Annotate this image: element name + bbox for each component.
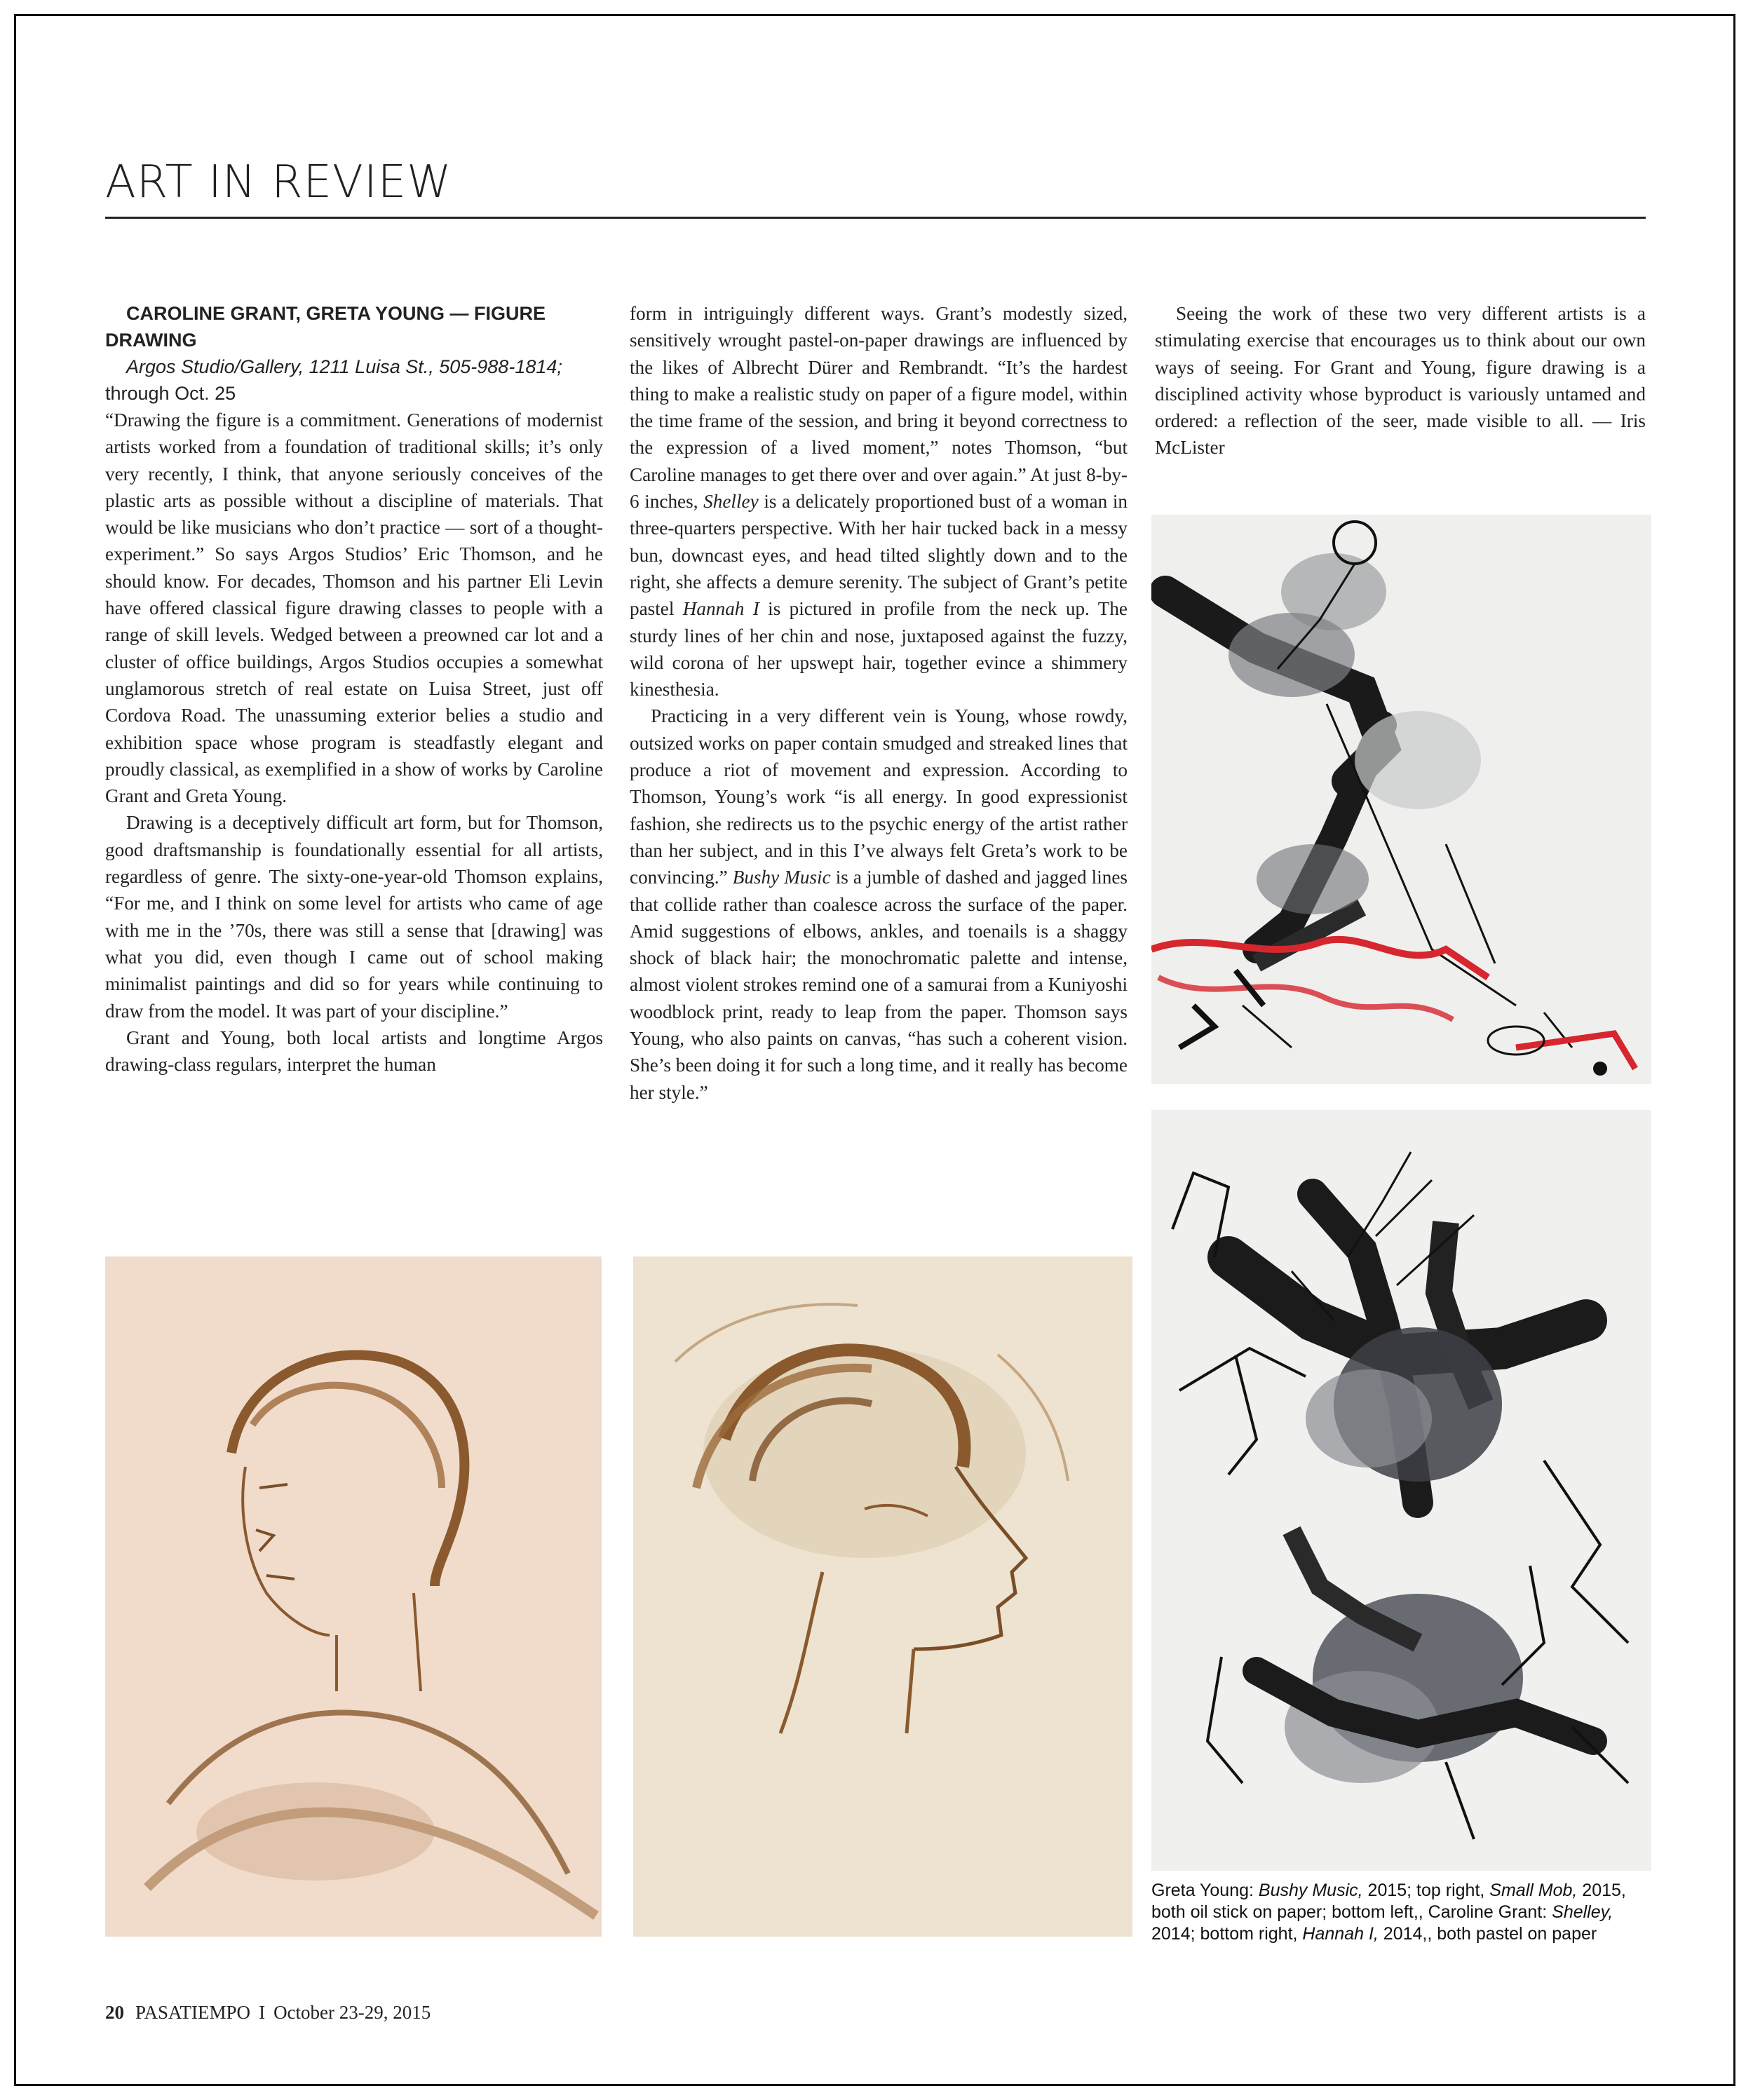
artwork-title: Bushy Music [732,867,831,888]
text-run: is pictured in profile from the neck up. The sturdy lines of her chin and nose, juxtaposed against the fuzzy, wild corona of her upswept hair, together evince a shimmery kinesthesia. [630,598,1128,700]
text-run: form in intriguingly different ways. Grant’s modestly sized, sensitively wrought pastel-on-paper drawings are influenced by the likes of Albrecht Dürer and Rembrandt. “It’s the hardest thing to make a realistic study on paper of a figure model, within the time frame of the session, and bring it beyond correctness to the expression of a lived moment,” notes Thomson, “but Caroline manages to get there over and over again.” At just 8-by-6 inches, [630,303,1128,513]
caption-title: Small Mob, [1489,1881,1578,1900]
text-run: is a delicately proportioned bust of a woman in three-quarters perspective. With her hair tucked back in a messy bun, downcast eyes, and head tilted slightly down and to the right, she affects a demure serenity. The subject of Grant’s petite pastel [630,491,1128,620]
caption-title: Shelley, [1552,1902,1613,1922]
caption-text: 2015, both oil stick on paper; bottom left,, Caroline Grant: [1151,1881,1626,1922]
artwork-shelley [105,1256,602,1937]
article-paragraph: Seeing the work of these two very different artists is a stimulating exercise that encourages us to think about our own ways of seeing. For Grant and Young, figure drawing is a disciplined activity whose byproduct is variously untamed and ordered: a reflection of the seer, made visible to all. — Iris McLister [1155,303,1646,459]
page-number: 20 [105,2002,124,2023]
caption-text: 2015; top right, [1367,1881,1485,1900]
article-column-3 [1155,300,1646,461]
article-column-2 [630,300,1128,1106]
article-headline: CAROLINE GRANT, GRETA YOUNG — FIGURE DRAWING [105,303,546,351]
page-footer [105,2002,431,2024]
venue-dates: through Oct. 25 [105,383,236,404]
article-venue [105,353,603,407]
venue-address: Argos Studio/Gallery, 1211 Luisa St., 505-988-1814; [126,356,562,377]
artwork-small-mob [1151,515,1651,1084]
section-title: ART IN REVIEW [105,156,452,208]
artwork-bushy-music [1151,1110,1651,1871]
article-paragraph: Drawing is a deceptively difficult art form, but for Thomson, good draftsmanship is foundationally essential for all artists, regardless of genre. The sixty-one-year-old Thomson explains, “For me, and I think on some level for artists who came of age with me in the ’70s, there was still a sense that [drawing] was what you did, even though I came out of school making minimalist paintings and did so for years while continuing to draw from the model. It was part of your discipline.” [105,812,603,1022]
issue-date: October 23-29, 2015 [273,2002,431,2023]
caption-title: Hannah I, [1302,1924,1379,1944]
article-paragraph [630,703,1128,1105]
caption-text: Greta Young: [1151,1881,1254,1900]
article-column-1 [105,300,603,1078]
artwork-hannah-i [633,1256,1132,1937]
footer-separator: I [259,2002,266,2023]
caption-text: 2014,, both pastel on paper [1383,1924,1597,1944]
title-rule [105,217,1646,219]
article-paragraph: “Drawing the figure is a commitment. Generations of modernist artists worked from a foundation of traditional skills; it’s only very recently, I think, that anyone seriously conceives of the plastic arts as possible without a discipline of materials. That would be like musicians who don’t practice — sort of a thought-experiment.” So says Argos Studios’ Eric Thomson, and he should know. For decades, Thomson and his partner Eli Levin have offered classical figure drawing classes to people with a range of skill levels. Wedged between a preowned car lot and a cluster of office buildings, Argos Studios occupies a somewhat unglamorous stretch of real estate on Luisa Street, just off Cordova Road. The unassuming exterior belies a studio and exhibition space whose program is steadfastly elegant and proudly classical, as exemplified in a show of works by Caroline Grant and Greta Young. [105,409,603,807]
text-run: Practicing in a very different vein is Young, whose rowdy, outsized works on paper contain smudged and streaked lines that produce a riot of movement and expression. According to Thomson, Young’s work “is all energy. In good expressionist fashion, she redirects us to the psychic energy of the artist rather than her subject, and in this I’ve always felt Greta’s work to be convincing.” [630,705,1128,888]
photo-caption [1151,1880,1651,1945]
article-paragraph [630,300,1128,703]
article-paragraph: Grant and Young, both local artists and longtime Argos drawing-class regulars, interpret the human [105,1027,603,1076]
artwork-title: Hannah I [682,598,759,620]
text-run: is a jumble of dashed and jagged lines that collide rather than coalesce across the surface of the paper. Amid suggestions of elbows, ankles, and toenails is a shaggy shock of black hair; the monochromatic palette and intense, almost violent strokes remind one of a samurai from a Kuniyoshi woodblock print, ready to leap from the paper. Thomson says Young, who also paints on canvas, “has such a coherent vision. She’s been doing it for such a long time, and it really has become her style.” [630,867,1128,1103]
caption-text: 2014; bottom right, [1151,1924,1298,1944]
artwork-title: Shelley [703,491,759,513]
caption-title: Bushy Music, [1258,1881,1363,1900]
publication-name: PASATIEMPO [135,2002,251,2023]
